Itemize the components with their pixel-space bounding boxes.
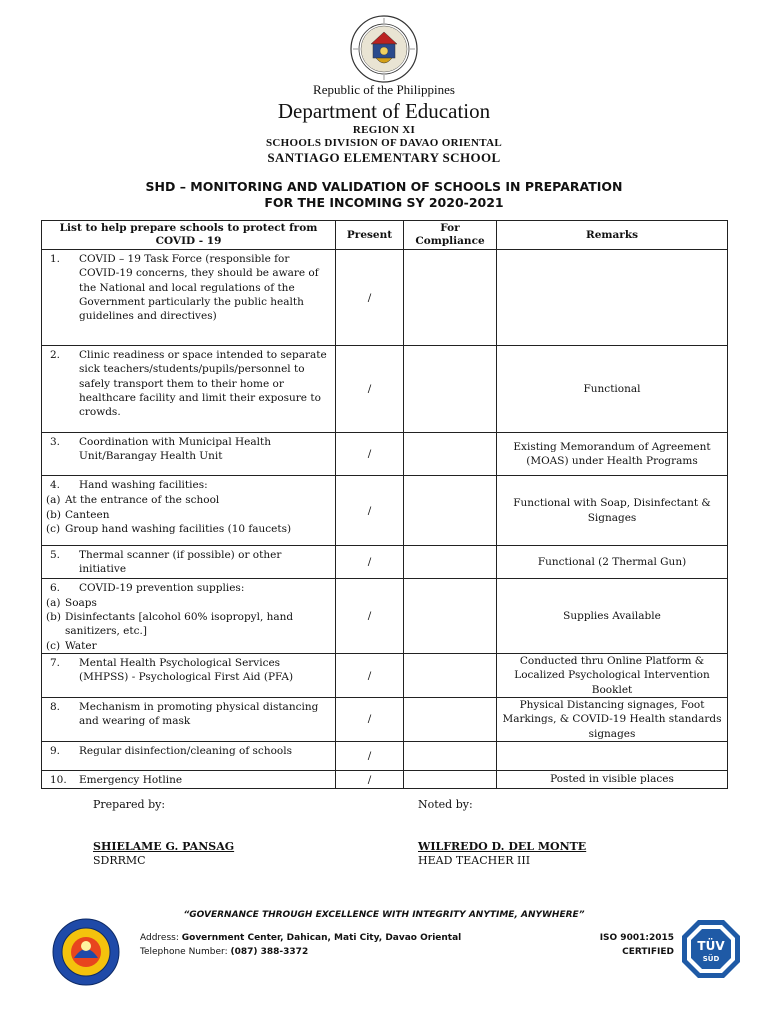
- table-row: [42, 770, 728, 788]
- item-cell: [42, 346, 336, 433]
- sub-item-text: Water: [65, 639, 97, 652]
- item-cell: [42, 770, 336, 788]
- remarks-cell: Conducted thru Online Platform & Localized Psychological Intervention Booklet: [497, 654, 728, 698]
- item-number: 5.: [50, 549, 61, 561]
- address-value: Government Center, Dahican, Mati City, Davao Oriental: [181, 933, 462, 943]
- compliance-cell: [404, 697, 497, 741]
- sub-item-text: Group hand washing facilities (10 faucets): [65, 522, 292, 535]
- sub-item-text: At the entrance of the school: [65, 494, 220, 507]
- present-cell: /: [336, 476, 404, 546]
- item-number: 1.: [50, 253, 61, 265]
- sub-item-label: (c): [46, 639, 61, 652]
- table-row: [42, 578, 728, 653]
- item-text: Emergency Hotline: [79, 773, 183, 786]
- header-present: Present: [336, 221, 404, 250]
- item-text: Mechanism in promoting physical distancing and wearing of mask: [79, 700, 319, 728]
- item-number: 6.: [50, 581, 61, 594]
- remarks-cell: [497, 741, 728, 770]
- remarks-cell: Supplies Available: [497, 578, 728, 653]
- noted-by-title: HEAD TEACHER III: [418, 854, 531, 867]
- compliance-cell: [404, 346, 497, 433]
- present-cell: /: [336, 770, 404, 788]
- header-compliance: For Compliance: [404, 221, 497, 250]
- region-line: REGION XI: [352, 124, 416, 136]
- document-title-line1: SHD – MONITORING AND VALIDATION OF SCHOOLS IN PREPARATION: [145, 179, 623, 194]
- school-name: SANTIAGO ELEMENTARY SCHOOL: [267, 150, 501, 165]
- table-row: [42, 346, 728, 433]
- tuv-text: TÜV: [697, 939, 725, 953]
- item-cell: [42, 250, 336, 346]
- present-cell: /: [336, 433, 404, 476]
- item-text: Regular disinfection/cleaning of schools: [79, 744, 292, 757]
- prepared-by-title: SDRRMC: [93, 854, 146, 867]
- item-number: 2.: [50, 349, 61, 361]
- compliance-cell: [404, 433, 497, 476]
- prepared-by-name: SHIELAME G. PANSAG: [93, 840, 235, 853]
- iso-standard: ISO 9001:2015: [599, 933, 674, 943]
- item-cell: [42, 546, 336, 579]
- sub-item-label: (b): [46, 611, 61, 624]
- item-text: Clinic readiness or space intended to separate sick teachers/students/pupils/personnel to safely transport them to their home or healthcare facility and limit their exposure to crowds.: [79, 349, 327, 419]
- sub-item-label: (a): [46, 596, 61, 609]
- item-cell: [42, 697, 336, 741]
- present-cell: /: [336, 654, 404, 698]
- sud-text: SÜD: [702, 955, 720, 963]
- remarks-cell: Functional with Soap, Disinfectant & Signages: [497, 476, 728, 546]
- division-line: SCHOOLS DIVISION OF DAVAO ORIENTAL: [266, 137, 502, 149]
- address-line: [140, 933, 461, 943]
- item-text: COVID-19 prevention supplies:: [79, 581, 245, 594]
- compliance-cell: [404, 546, 497, 579]
- footer-motto: “GOVERNANCE THROUGH EXCELLENCE WITH INTEGRITY ANYTIME, ANYWHERE”: [183, 910, 585, 920]
- sub-item-label: (b): [46, 508, 61, 521]
- noted-by-name: WILFREDO D. DEL MONTE: [418, 840, 587, 853]
- telephone-value: (087) 388-3372: [230, 947, 309, 957]
- table-row: [42, 546, 728, 579]
- item-text: Coordination with Municipal Health Unit/Barangay Health Unit: [79, 436, 271, 463]
- table-row: [42, 741, 728, 770]
- telephone-label: Telephone Number:: [140, 947, 228, 957]
- table-row: [42, 697, 728, 741]
- remarks-cell: Existing Memorandum of Agreement (MOAS) under Health Programs: [497, 433, 728, 476]
- table-row: [42, 476, 728, 546]
- noted-by-label: Noted by:: [418, 798, 473, 811]
- compliance-cell: [404, 250, 497, 346]
- deped-seal-logo: [349, 14, 419, 84]
- item-number: 7.: [50, 657, 61, 670]
- item-cell: [42, 578, 336, 653]
- item-number: 3.: [50, 436, 61, 448]
- sub-item-text: Disinfectants [alcohol 60% isopropyl, hand sanitizers, etc.]: [65, 611, 294, 638]
- compliance-cell: [404, 770, 497, 788]
- tuv-sud-logo: [680, 918, 742, 980]
- item-text: Thermal scanner (if possible) or other initiative: [79, 549, 282, 576]
- department-name: Department of Education: [277, 99, 491, 123]
- compliance-cell: [404, 654, 497, 698]
- item-number: 9.: [50, 744, 61, 757]
- present-cell: /: [336, 741, 404, 770]
- telephone-line: [140, 947, 308, 957]
- sub-item-label: (a): [46, 494, 61, 507]
- present-cell: /: [336, 578, 404, 653]
- item-number: 10.: [50, 773, 67, 786]
- monitoring-table: [41, 220, 728, 789]
- sub-item-label: (c): [46, 522, 61, 535]
- prepared-by-label: Prepared by:: [93, 798, 166, 811]
- document-title-line2: FOR THE INCOMING SY 2020-2021: [264, 195, 504, 210]
- table-row: [42, 433, 728, 476]
- sub-item-text: Soaps: [65, 596, 97, 609]
- compliance-cell: [404, 741, 497, 770]
- item-cell: [42, 741, 336, 770]
- republic-line: Republic of the Philippines: [313, 82, 455, 97]
- item-cell: [42, 433, 336, 476]
- item-number: 4.: [50, 479, 61, 491]
- present-cell: /: [336, 346, 404, 433]
- item-text: COVID – 19 Task Force (responsible for COVID-19 concerns, they should be aware of the National and local regulations of the Government particularly the public health guidelines and directives): [79, 253, 319, 323]
- compliance-cell: [404, 578, 497, 653]
- item-cell: [42, 654, 336, 698]
- item-text: Mental Health Psychological Services (MHPSS) - Psychological First Aid (PFA): [79, 657, 294, 684]
- davao-oriental-division-logo: [52, 918, 120, 986]
- address-label: Address:: [140, 933, 179, 943]
- present-cell: /: [336, 697, 404, 741]
- remarks-cell: Functional (2 Thermal Gun): [497, 546, 728, 579]
- header-list: List to help prepare schools to protect from COVID - 19: [42, 221, 336, 250]
- table-row: [42, 250, 728, 346]
- table-row: [42, 654, 728, 698]
- remarks-cell: Posted in visible places: [497, 770, 728, 788]
- item-cell: [42, 476, 336, 546]
- item-text: Hand washing facilities:: [79, 479, 208, 491]
- iso-certified: CERTIFIED: [622, 947, 674, 957]
- remarks-cell: Physical Distancing signages, Foot Markings, & COVID-19 Health standards signages: [497, 697, 728, 741]
- sub-item-text: Canteen: [65, 508, 110, 521]
- present-cell: /: [336, 250, 404, 346]
- item-number: 8.: [50, 700, 61, 713]
- remarks-cell: Functional: [497, 346, 728, 433]
- compliance-cell: [404, 476, 497, 546]
- remarks-cell: [497, 250, 728, 346]
- header-remarks: Remarks: [497, 221, 728, 250]
- present-cell: /: [336, 546, 404, 579]
